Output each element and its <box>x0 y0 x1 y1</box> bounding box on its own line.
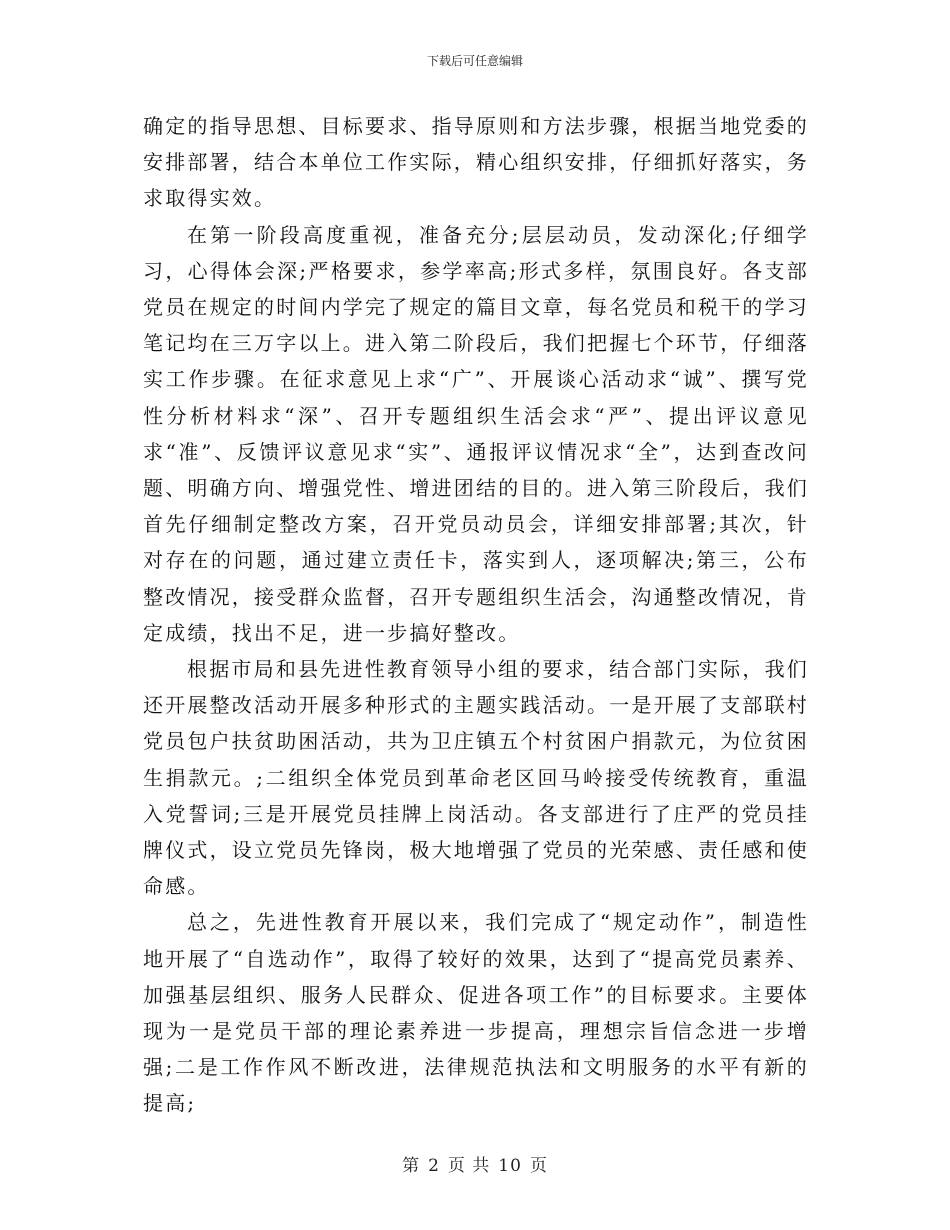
footer-total-pages: 10 <box>498 1156 522 1176</box>
paragraph-1: 确定的指导思想、目标要求、指导原则和方法步骤，根据当地党委的安排部署，结合本单位工作实际，精心组织安排，仔细抓好落实，务求取得实效。 <box>143 114 809 211</box>
page-header-note: 下载后可任意编辑 <box>426 54 523 68</box>
footer-prefix: 第 <box>402 1156 421 1176</box>
footer-middle: 页 共 <box>447 1156 491 1176</box>
document-body <box>143 108 809 1122</box>
footer-current-page: 2 <box>428 1156 440 1176</box>
paragraph-2: 在第一阶段高度重视，准备充分;层层动员，发动深化;仔细学习，心得体会深;严格要求，参学率高;形式多样，氛围良好。各支部党员在规定的时间内学完了规定的篇目文章，每名党员和税干的学习笔记均在三万字以上。进入第二阶段后，我们把握七个环节，仔细落实工作步骤。在征求意见上求“广”、开展谈心活动求“诚”、撰写党性分析材料求“深”、召开专题组织生活会求“严”、提出评议意见求“准”、反馈评议意见求“实”、通报评议情况求“全”，达到查改问题、明确方向、增强党性、增进团结的目的。进入第三阶段后，我们首先仔细制定整改方案，召开党员动员会，详细安排部署;其次，针对存在的问题，通过建立责任卡，落实到人，逐项解决;第三，公布整改情况，接受群众监督，召开专题组织生活会，沟通整改情况，肯定成绩，找出不足，进一步搞好整改。 <box>143 222 809 645</box>
paragraph-3: 根据市局和县先进性教育领导小组的要求，结合部门实际，我们还开展整改活动开展多种形式的主题实践活动。一是开展了支部联村党员包户扶贫助困活动，共为卫庄镇五个村贫困户捐款元，为位贫困生捐款元。;二组织全体党员到革命老区回马岭接受传统教育，重温入党誓词;三是开展党员挂牌上岗活动。各支部进行了庄严的党员挂牌仪式，设立党员先锋岗，极大地增强了党员的光荣感、责任感和使命感。 <box>143 657 809 899</box>
footer-suffix: 页 <box>529 1156 548 1176</box>
paragraph-4: 总之，先进性教育开展以来，我们完成了“规定动作”，制造性地开展了“自选动作”，取得了较好的效果，达到了“提高党员素养、加强基层组织、服务人民群众、促进各项工作”的目标要求。主要体现为一是党员干部的理论素养进一步提高，理想宗旨信念进一步增强;二是工作作风不断改进，法律规范执法和文明服务的水平有新的提高; <box>143 910 809 1116</box>
page-footer <box>0 1155 950 1177</box>
